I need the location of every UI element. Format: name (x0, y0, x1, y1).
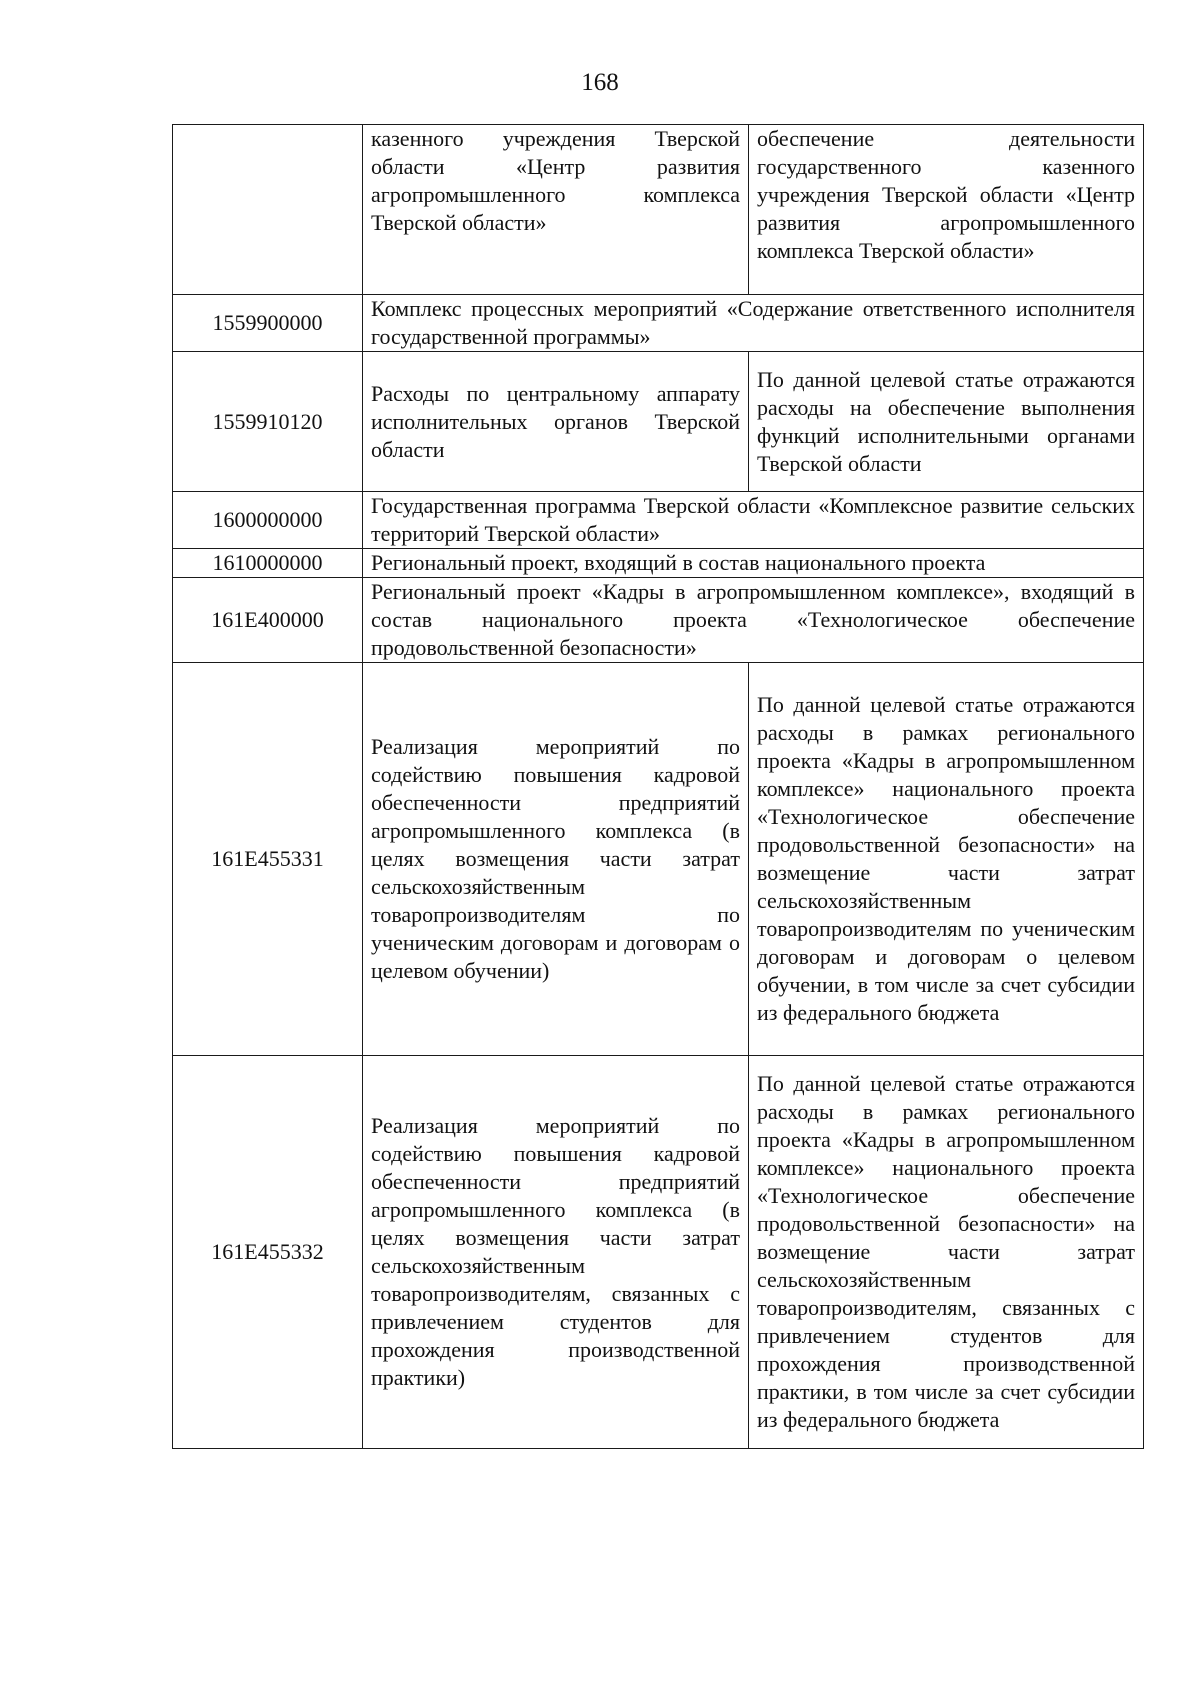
row-merged-text-cell: Государственная программа Тверской области «Комплексное развитие сельских территорий Тверской области» (363, 492, 1144, 549)
row-description-cell: По данной целевой статье отражаются расходы в рамках регионального проекта «Кадры в агропромышленном комплексе» национального проекта «Технологическое обеспечение продовольственной безопасности» на возмещение части затрат сельскохозяйственным товаропроизводителям по ученическим договорам и договорам о целевом обучении, в том числе за счет субсидии из федерального бюджета (749, 663, 1144, 1056)
row-merged-text-cell: Региональный проект, входящий в состав национального проекта (363, 549, 1144, 578)
row-code-cell: 1610000000 (173, 549, 363, 578)
row-code-cell: 1559910120 (173, 352, 363, 492)
table-row (173, 492, 1144, 549)
table-row (173, 578, 1144, 663)
row-description-cell: По данной целевой статье отражаются расходы в рамках регионального проекта «Кадры в агропромышленном комплексе» национального проекта «Технологическое обеспечение продовольственной безопасности» на возмещение части затрат сельскохозяйственным товаропроизводителям, связанных с привлечением студентов для прохождения производственной практики, в том числе за счет субсидии из федерального бюджета (749, 1056, 1144, 1449)
row-code-cell: 1559900000 (173, 295, 363, 352)
row-code-cell (173, 125, 363, 295)
row-name-cell: Расходы по центральному аппарату исполнительных органов Тверской области (363, 352, 749, 492)
table-row (173, 663, 1144, 1056)
row-name-cell: Реализация мероприятий по содействию повышения кадровой обеспеченности предприятий агропромышленного комплекса (в целях возмещения части затрат сельскохозяйственным товаропроизводителям по ученическим договорам и договорам о целевом обучении) (363, 663, 749, 1056)
row-description-cell: По данной целевой статье отражаются расходы на обеспечение выполнения функций исполнительными органами Тверской области (749, 352, 1144, 492)
table-row (173, 352, 1144, 492)
row-merged-text-cell: Комплекс процессных мероприятий «Содержание ответственного исполнителя государственной программы» (363, 295, 1144, 352)
table-row (173, 295, 1144, 352)
row-code-cell: 161E455332 (173, 1056, 363, 1449)
row-description-cell: обеспечение деятельности государственного казенного учреждения Тверской области «Центр развития агропромышленного комплекса Тверской области» (749, 125, 1144, 295)
row-merged-text-cell: Региональный проект «Кадры в агропромышленном комплексе», входящий в состав национального проекта «Технологическое обеспечение продовольственной безопасности» (363, 578, 1144, 663)
table-row (173, 1056, 1144, 1449)
row-code-cell: 1600000000 (173, 492, 363, 549)
budget-classification-table (172, 124, 1144, 1449)
table-row (173, 125, 1144, 295)
row-code-cell: 161E400000 (173, 578, 363, 663)
row-name-cell: казенного учреждения Тверской области «Центр развития агропромышленного комплекса Тверской области» (363, 125, 749, 295)
page-number: 168 (581, 69, 619, 96)
row-code-cell: 161E455331 (173, 663, 363, 1056)
table-row (173, 549, 1144, 578)
row-name-cell: Реализация мероприятий по содействию повышения кадровой обеспеченности предприятий агропромышленного комплекса (в целях возмещения части затрат сельскохозяйственным товаропроизводителям, связанных с привлечением студентов для прохождения производственной практики) (363, 1056, 749, 1449)
